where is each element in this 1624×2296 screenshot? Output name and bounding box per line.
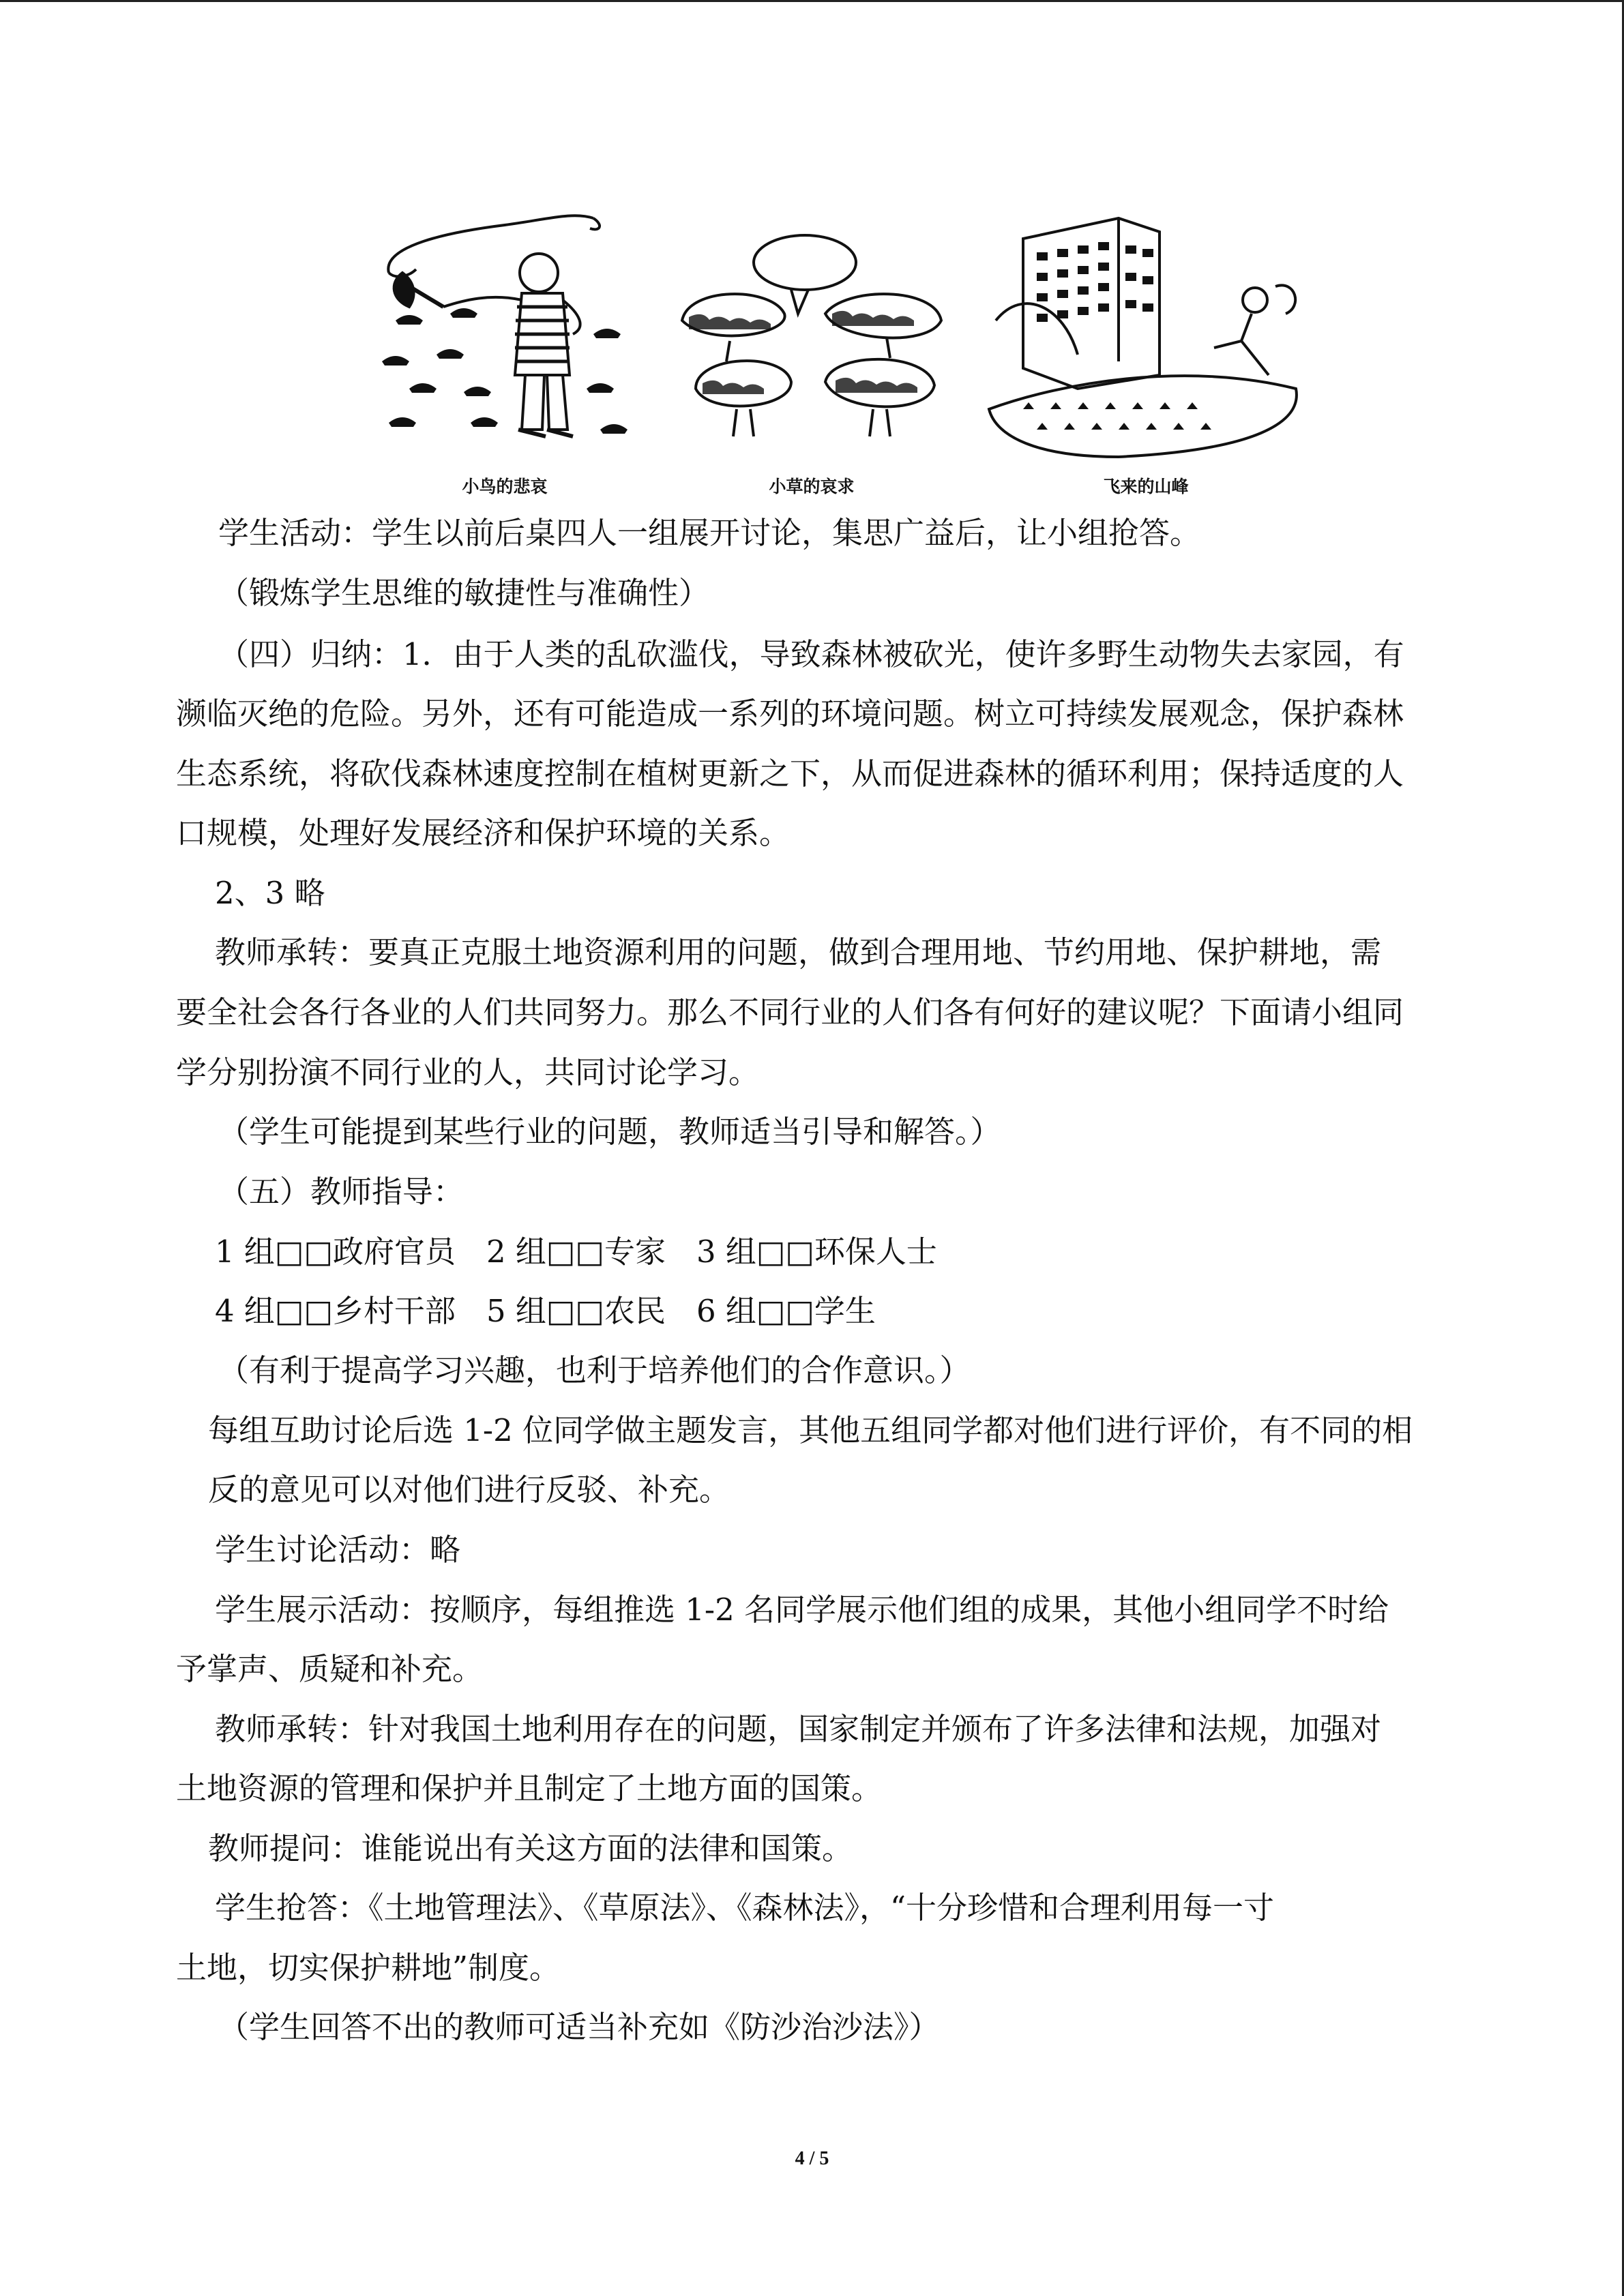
paragraph-line: （学生回答不出的教师可适当补充如《防沙治沙法》）: [218, 2009, 940, 2045]
paragraph-line: 1 组□□政府官员 2 组□□专家 3 组□□环保人士: [215, 1234, 937, 1270]
cartoon-caption: 小鸟的悲哀: [462, 477, 548, 496]
cartoon-caption: 飞来的山峰: [1103, 477, 1189, 496]
paragraph-line: 教师承转：要真正克服土地资源利用的问题，做到合理用地、节约用地、保护耕地，需: [215, 934, 1382, 970]
paragraph-line: （学生可能提到某些行业的问题，教师适当引导和解答。）: [218, 1114, 1001, 1150]
paragraph-line: 要全社会各行各业的人们共同努力。那么不同行业的人们各有何好的建议呢？下面请小组同: [176, 994, 1404, 1030]
paragraph-line: 反的意见可以对他们进行反驳、补充。: [208, 1472, 730, 1508]
paragraph-line: （五）教师指导：: [218, 1174, 464, 1210]
paragraph-line: （四）归纳：1．由于人类的乱砍滥伐，导致森林被砍光，使许多野生动物失去家园，有: [218, 636, 1404, 672]
paragraph-line: 土地，切实保护耕地”制度。: [176, 1950, 561, 1986]
paragraph-line: 学生抢答：《土地管理法》、《草原法》、《森林法》，“十分珍惜和合理利用每一寸: [215, 1890, 1275, 1926]
paragraph-line: （有利于提高学习兴趣，也利于培养他们的合作意识。）: [218, 1352, 971, 1388]
paragraph-line: 每组互助讨论后选 1-2 位同学做主题发言，其他五组同学都对他们进行评价，有不同的相: [208, 1412, 1413, 1448]
paragraph-line: 学生展示活动：按顺序，每组推选 1-2 名同学展示他们组的成果，其他小组同学不时给: [215, 1592, 1389, 1628]
paragraph-line: 学分别扮演不同行业的人，共同讨论学习。: [176, 1054, 760, 1090]
paragraph-line: 4 组□□乡村干部 5 组□□农民 6 组□□学生: [215, 1293, 876, 1329]
paragraph-line: 土地资源的管理和保护并且制定了土地方面的国策。: [176, 1770, 883, 1806]
paragraph-line: 生态系统，将砍伐森林速度控制在植树更新之下，从而促进森林的循环利用；保持适度的人: [176, 756, 1404, 792]
paragraph-line: （锻炼学生思维的敏捷性与准确性）: [218, 575, 710, 611]
paragraph-line: 学生讨论活动：略: [215, 1532, 461, 1568]
page-number: 4 / 5: [795, 2148, 829, 2169]
paragraph-line: 予掌声、质疑和补充。: [176, 1651, 484, 1687]
paragraph-line: 教师提问：谁能说出有关这方面的法律和国策。: [208, 1830, 853, 1866]
paragraph-line: 学生活动：学生以前后桌四人一组展开讨论，集思广益后，让小组抢答。: [218, 515, 1201, 551]
paragraph-line: 濒临灭绝的危险。另外，还有可能造成一系列的环境问题。树立可持续发展观念，保护森林: [176, 696, 1404, 732]
paragraph-line: 口规模，处理好发展经济和保护环境的关系。: [176, 815, 791, 851]
cartoon-caption: 小草的哀求: [769, 477, 855, 496]
paragraph-line: 2、3 略: [215, 875, 325, 911]
paragraph-line: 教师承转：针对我国土地利用存在的问题，国家制定并颁布了许多法律和法规，加强对: [215, 1711, 1382, 1747]
